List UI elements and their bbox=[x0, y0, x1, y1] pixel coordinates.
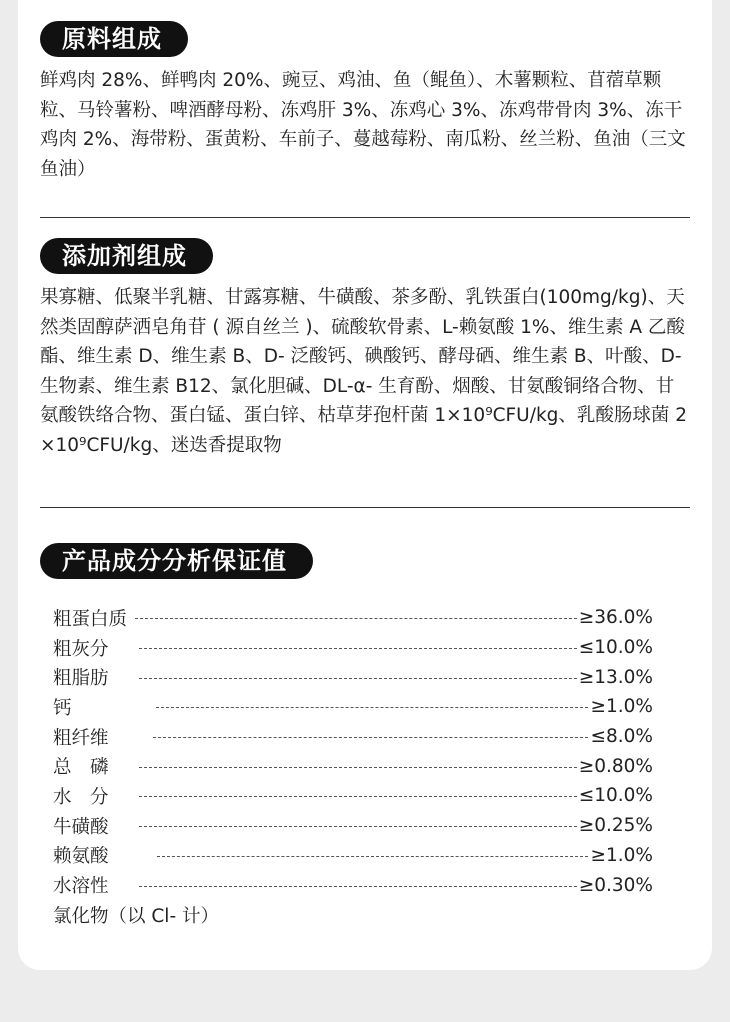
leader-dots bbox=[153, 737, 589, 738]
analysis-row bbox=[53, 811, 653, 841]
analysis-row bbox=[53, 870, 653, 900]
analysis-title: 产品成分分析保证值 bbox=[40, 543, 313, 579]
analysis-label: 钙 bbox=[53, 697, 72, 719]
analysis-label: 赖氨酸 bbox=[53, 846, 109, 868]
analysis-label: 总 磷 bbox=[53, 757, 109, 779]
analysis-row bbox=[53, 603, 653, 633]
leader-dots bbox=[139, 796, 577, 797]
analysis-row bbox=[53, 692, 653, 722]
analysis-label: 粗蛋白质 bbox=[53, 608, 128, 630]
leader-dots bbox=[157, 856, 589, 857]
analysis-label: 粗脂肪 bbox=[53, 668, 109, 690]
analysis-value: ≥1.0% bbox=[590, 696, 653, 718]
analysis-value: ≤10.0% bbox=[578, 637, 653, 659]
ingredients-title: 原料组成 bbox=[40, 21, 188, 57]
additives-title: 添加剂组成 bbox=[40, 238, 213, 274]
analysis-row bbox=[53, 781, 653, 811]
analysis-list bbox=[53, 603, 653, 930]
spec-card bbox=[18, 0, 712, 970]
analysis-value: ≥0.25% bbox=[578, 815, 653, 837]
analysis-row bbox=[53, 751, 653, 781]
ingredients-text: 鲜鸡肉 28%、鲜鸭肉 20%、豌豆、鸡油、鱼（鲲鱼）、木薯颗粒、苜蓿草颗粒、马铃薯粉、啤酒酵母粉、冻鸡肝 3%、冻鸡心 3%、冻鸡带骨肉 3%、冻干鸡肉 2%、海带粉、蛋黄粉、车前子、蔓越莓粉、南瓜粉、丝兰粉、鱼油（三文鱼油） bbox=[40, 70, 686, 180]
analysis-value: ≤10.0% bbox=[578, 785, 653, 807]
ingredients-section bbox=[40, 21, 690, 184]
divider bbox=[40, 217, 690, 218]
leader-dots bbox=[139, 678, 577, 679]
analysis-value: ≥1.0% bbox=[590, 844, 653, 866]
analysis-row bbox=[53, 841, 653, 871]
divider bbox=[40, 507, 690, 508]
leader-dots bbox=[139, 648, 577, 649]
analysis-row bbox=[53, 900, 653, 930]
analysis-label: 粗灰分 bbox=[53, 638, 109, 660]
leader-dots bbox=[156, 707, 589, 708]
analysis-label: 水 分 bbox=[53, 786, 109, 808]
analysis-value: ≥0.30% bbox=[578, 874, 653, 896]
analysis-value: ≥13.0% bbox=[578, 666, 653, 688]
leader-dots bbox=[135, 618, 577, 619]
analysis-label: 水溶性 bbox=[53, 876, 109, 898]
additives-text: 果寡糖、低聚半乳糖、甘露寡糖、牛磺酸、茶多酚、乳铁蛋白(100mg/kg)、天然类固醇萨洒皂角苷 ( 源自丝兰 )、硫酸软骨素、L-赖氨酸 1%、维生素 A 乙酸酯、维生素 D、维生素 B、D- 泛酸钙、碘酸钙、酵母硒、维生素 B、叶酸、D- 生物素、维生素 B12、氯化胆碱、DL-α- 生育酚、烟酸、甘氨酸铜络合物、甘氨酸铁络合物、蛋白锰、蛋白锌、枯草芽孢杆菌 1×10⁹CFU/kg、乳酸肠球菌 2×10⁹CFU/kg、迷迭香提取物 bbox=[40, 287, 688, 456]
analysis-row bbox=[53, 662, 653, 692]
analysis-value: ≥36.0% bbox=[578, 607, 653, 629]
analysis-label: 粗纤维 bbox=[53, 727, 109, 749]
analysis-row bbox=[53, 633, 653, 663]
leader-dots bbox=[139, 886, 577, 887]
analysis-value: ≤8.0% bbox=[590, 726, 653, 748]
additives-section bbox=[40, 238, 690, 460]
analysis-label: 牛磺酸 bbox=[53, 816, 109, 838]
analysis-label: 氯化物（以 Cl- 计） bbox=[53, 905, 219, 927]
analysis-row bbox=[53, 722, 653, 752]
analysis-section bbox=[40, 543, 690, 579]
leader-dots bbox=[139, 767, 577, 768]
analysis-value: ≥0.80% bbox=[578, 755, 653, 777]
leader-dots bbox=[139, 826, 577, 827]
